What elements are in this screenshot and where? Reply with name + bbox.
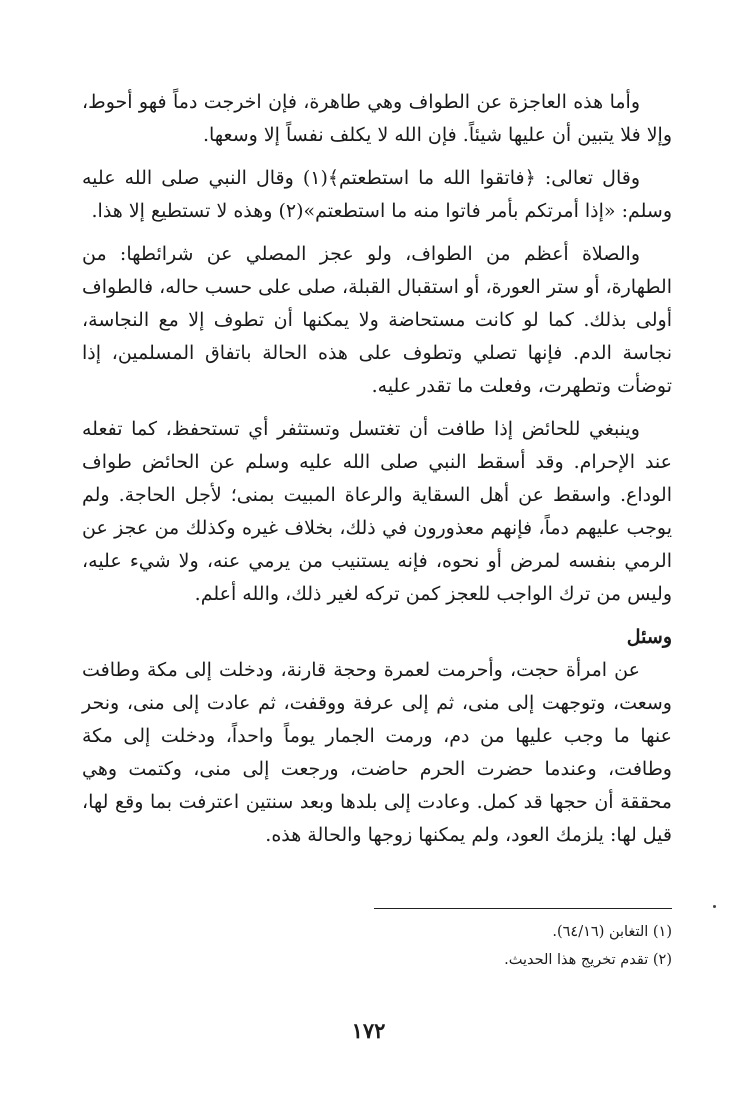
footnote-1: (١) التغابن (٦٤/١٦).: [552, 924, 672, 940]
footnote-2: (٢) تقدم تخريج هذا الحديث.: [504, 952, 672, 968]
page-body: [82, 86, 672, 862]
page-number: ١٧٢: [351, 1018, 386, 1043]
section-heading: وسئل: [626, 626, 672, 648]
footnotes: [82, 918, 672, 974]
paragraph-3: والصلاة أعظم من الطواف، ولو عجز المصلي عن شرائطها: من الطهارة، أو ستر العورة، أو استقبال القبلة، صلى على حسب حاله، فالطواف أولى بذلك. كما لو كانت مستحاضة ولا يمكنها أن تطوف إلا مع النجاسة، نجاسة الدم. فإنها تصلي وتطوف على هذه الحالة باتفاق المسلمين، إذا توضأت وتطهرت، وفعلت ما تقدر عليه.: [82, 243, 672, 397]
paragraph-1: وأما هذه العاجزة عن الطواف وهي طاهرة، فإن اخرجت دماً فهو أحوط، وإلا فلا يتبين أن عليها شيئاً. فإن الله لا يكلف نفساً إلا وسعها.: [82, 91, 672, 146]
paragraph-2: وقال تعالى: ﴿فاتقوا الله ما استطعتم﴾(١) وقال النبي صلى الله عليه وسلم: «إذا أمرتكم بأمر فاتوا منه ما استطعتم»(٢) وهذه لا تستطيع إلا هذا.: [82, 167, 672, 222]
scan-speck: [713, 905, 716, 908]
paragraph-4: وينبغي للحائض إذا طافت أن تغتسل وتستثفر أي تستحفظ، كما تفعله عند الإحرام. وقد أسقط النبي صلى الله عليه وسلم عن الحائض طواف الوداع. واسقط عن أهل السقاية والرعاة المبيت بمنى؛ لأجل الحاجة. ولم يوجب عليهم دماً، فإنهم معذورون في ذلك، بخلاف غيره وكذلك من عجز عن الرمي بنفسه لمرض أو نحوه، فإنه يستنيب من يرمي عنه، ولا شيء عليه، وليس من ترك الواجب للعجز كمن تركه لغير ذلك، والله أعلم.: [82, 418, 672, 605]
question-paragraph: عن امرأة حجت، وأحرمت لعمرة وحجة قارنة، ودخلت إلى مكة وطافت وسعت، وتوجهت إلى منى، ثم إلى عرفة ووقفت، ثم عادت إلى منى، ونحر عنها ما وجب عليها من دم، ورمت الجمار يوماً واحداً، ودخلت إلى مكة وطافت، وعندما حضرت الحرم حاضت، ورجعت إلى منى، وكتمت وهي محققة أن حجها قد كمل. وعادت إلى بلدها وبعد سنتين اعترفت بما وقع لها، قيل لها: يلزمك العود، ولم يمكنها زوجها والحالة هذه.: [82, 659, 672, 846]
footnote-divider: [374, 908, 672, 909]
